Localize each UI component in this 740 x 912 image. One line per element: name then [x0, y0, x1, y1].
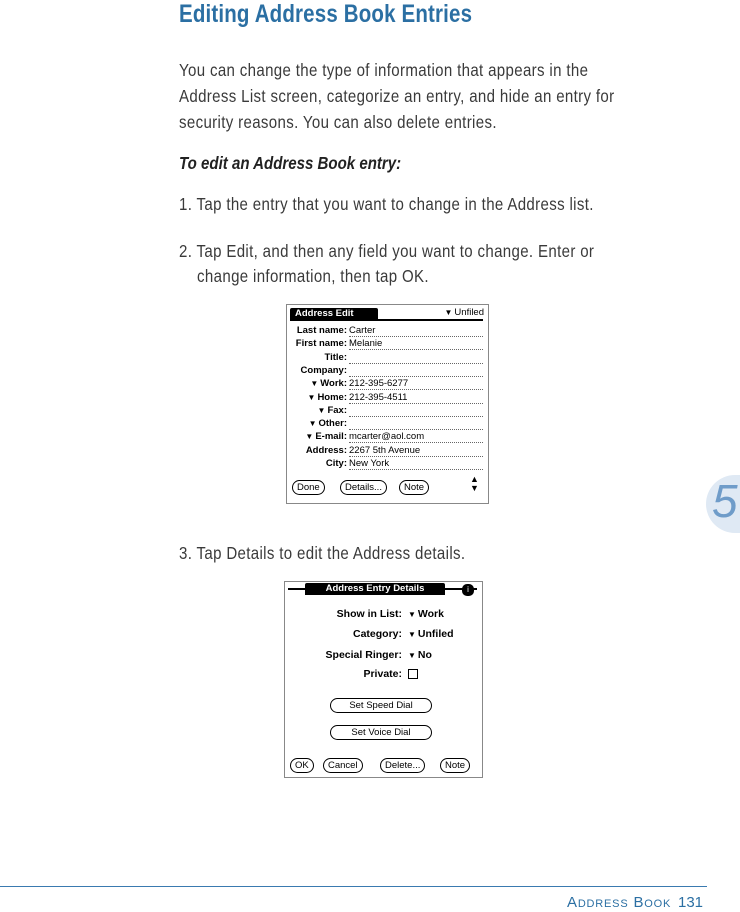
private-label: Private: [363, 668, 402, 680]
field-value[interactable]: 212-395-4511 [349, 391, 408, 403]
field-underline [349, 429, 483, 430]
footer-rule [0, 886, 707, 887]
field-underline [349, 363, 483, 364]
field-underline [349, 376, 483, 377]
field-row[interactable] [287, 378, 486, 390]
field-label[interactable] [308, 392, 347, 404]
field-label[interactable] [318, 405, 347, 417]
dropdown-arrow-icon: ▼ [408, 651, 416, 660]
step-2-line-1: 2. Tap Edit, and then any field you want to change. Enter or [179, 241, 595, 261]
special-ringer-label: Special Ringer: [325, 649, 402, 661]
field-row[interactable] [287, 458, 486, 470]
delete-button[interactable]: Delete... [380, 758, 425, 773]
done-button[interactable]: Done [292, 480, 325, 495]
address-entry-details-screenshot [284, 581, 483, 778]
field-label-text: First name: [295, 338, 347, 350]
field-label-text: Title: [324, 351, 347, 363]
field-label-text: Work: [320, 378, 347, 390]
info-icon[interactable]: i [462, 584, 474, 596]
dropdown-arrow-icon: ▼ [408, 630, 416, 639]
field-label-text: Other: [318, 418, 347, 430]
screen-title: Address Edit [290, 308, 378, 320]
step-1: 1. Tap the entry that you want to change in the Address list. [179, 194, 594, 214]
note-button[interactable]: Note [440, 758, 470, 773]
category-value: Unfiled [454, 307, 484, 318]
chapter-number: 5 [712, 475, 738, 527]
field-label-text: Fax: [327, 404, 347, 416]
field-label [296, 338, 347, 350]
field-label [324, 352, 347, 364]
intro-line-1: You can change the type of information that appears in the [179, 60, 589, 80]
field-label-text: Company: [300, 364, 347, 376]
field-underline [349, 416, 483, 417]
set-speed-dial-button[interactable]: Set Speed Dial [330, 698, 432, 713]
field-row[interactable] [287, 392, 486, 404]
field-label [306, 445, 347, 457]
procedure-title: To edit an Address Book entry: [179, 153, 402, 173]
footer-section-title: ADDRESS BOOK [567, 894, 672, 911]
field-value[interactable]: Melanie [349, 338, 383, 350]
step-3: 3. Tap Details to edit the Address details. [179, 543, 466, 563]
page-heading: Editing Address Book Entries [179, 0, 473, 28]
address-edit-screenshot [286, 304, 489, 504]
page-number: 131 [678, 894, 704, 911]
field-label [326, 458, 347, 470]
field-label [301, 365, 347, 377]
field-label[interactable] [305, 431, 347, 443]
special-ringer-dropdown[interactable]: ▼ No [408, 649, 432, 661]
set-voice-dial-button[interactable]: Set Voice Dial [330, 725, 432, 740]
cancel-button[interactable]: Cancel [323, 758, 363, 773]
field-row[interactable] [287, 405, 486, 417]
field-value[interactable]: mcarter@aol.com [349, 431, 425, 443]
dropdown-arrow-icon: ▼ [308, 419, 317, 429]
field-row[interactable] [287, 365, 486, 377]
field-value[interactable]: Carter [349, 325, 376, 336]
note-button[interactable]: Note [399, 480, 429, 495]
dropdown-arrow-icon: ▼ [310, 379, 319, 389]
field-value[interactable]: 2267 5th Avenue [349, 444, 421, 456]
field-value[interactable]: New York [349, 458, 390, 469]
field-row[interactable] [287, 418, 486, 430]
dropdown-arrow-icon: ▼ [307, 392, 316, 402]
field-label [297, 325, 347, 337]
field-label-text: Address: [305, 444, 347, 456]
field-row[interactable] [287, 338, 486, 350]
private-checkbox[interactable] [408, 668, 418, 680]
category-dropdown[interactable] [445, 307, 485, 319]
details-button[interactable]: Details... [340, 480, 387, 495]
intro-line-2: Address List screen, categorize an entry, and hide an entry for [179, 86, 615, 106]
dropdown-arrow-icon: ▼ [317, 405, 326, 415]
field-label[interactable] [310, 378, 347, 390]
show-in-list-dropdown[interactable]: ▼ Work [408, 608, 444, 620]
title-rule [290, 319, 483, 321]
field-row[interactable] [287, 445, 486, 457]
category-label: Category: [352, 628, 402, 640]
dropdown-arrow-icon: ▼ [408, 610, 416, 619]
field-label-text: Home: [317, 391, 347, 403]
field-row[interactable] [287, 431, 486, 443]
intro-line-3: security reasons. You can also delete entries. [179, 112, 497, 132]
field-row[interactable] [287, 352, 486, 364]
field-label-text: City: [325, 458, 347, 469]
show-in-list-label: Show in List: [336, 608, 402, 620]
field-label[interactable] [309, 418, 347, 430]
field-value[interactable]: 212-395-6277 [349, 378, 409, 390]
field-label-text: E-mail: [315, 431, 347, 443]
dropdown-arrow-icon: ▼ [305, 432, 314, 442]
step-2-line-2: change information, then tap OK. [197, 266, 429, 286]
category-dropdown[interactable]: ▼ Unfiled [408, 628, 454, 640]
field-label-text: Last name: [296, 325, 347, 336]
dropdown-arrow-icon: ▼ [444, 308, 453, 317]
field-row[interactable] [287, 325, 486, 337]
scroll-arrows-icon[interactable]: ▲ ▼ [470, 474, 479, 493]
ok-button[interactable]: OK [290, 758, 314, 773]
details-title: Address Entry Details [305, 583, 445, 595]
